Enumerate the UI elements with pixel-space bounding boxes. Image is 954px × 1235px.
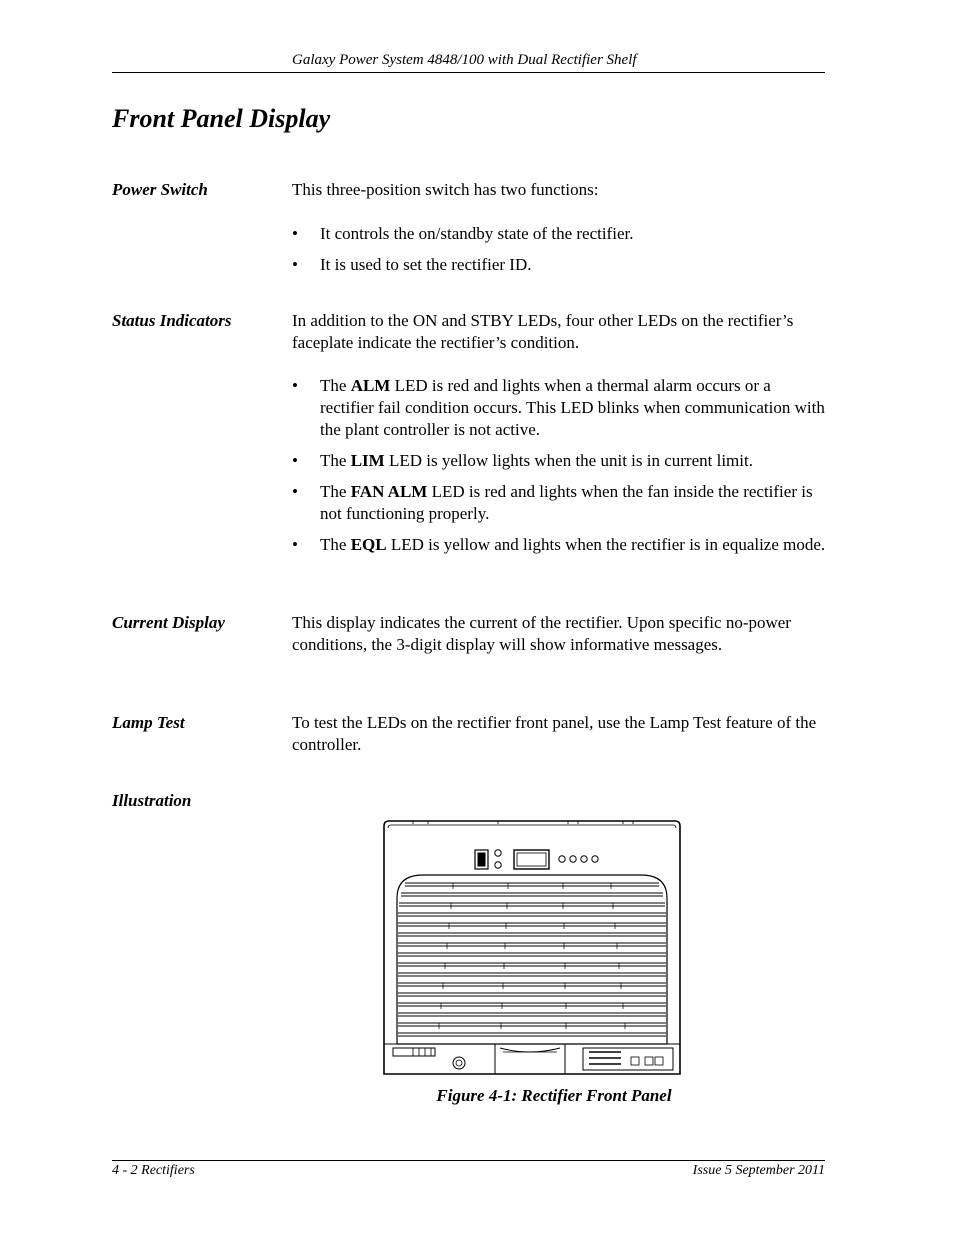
bullet-icon: • bbox=[292, 224, 298, 243]
bullet-text: The FAN ALM LED is red and lights when the fan inside the rectifier is not functioning properly. bbox=[320, 482, 813, 523]
illustration-heading: Illustration bbox=[112, 791, 192, 810]
led-name: LIM bbox=[350, 451, 385, 470]
list-item bbox=[292, 223, 827, 245]
bullet-text: It is used to set the rectifier ID. bbox=[320, 255, 532, 274]
list-item bbox=[292, 481, 827, 525]
list-item bbox=[292, 254, 827, 276]
rectifier-front-panel-figure bbox=[383, 820, 681, 1076]
lamp-test-text: To test the LEDs on the rectifier front panel, use the Lamp Test feature of the controller. bbox=[292, 713, 817, 754]
power-switch-intro: This three-position switch has two functions: bbox=[292, 180, 599, 199]
current-display-heading: Current Display bbox=[112, 613, 225, 632]
figure-caption: Figure 4-1: Rectifier Front Panel bbox=[436, 1086, 672, 1105]
status-indicators-heading: Status Indicators bbox=[112, 311, 232, 330]
page-title: Front Panel Display bbox=[112, 104, 331, 133]
bullet-text: It controls the on/standby state of the rectifier. bbox=[320, 224, 634, 243]
header-rule bbox=[112, 72, 825, 73]
bullet-text: The EQL LED is yellow and lights when the rectifier is in equalize mode. bbox=[320, 535, 826, 554]
led-name: EQL bbox=[350, 535, 387, 554]
bullet-text: The LIM LED is yellow lights when the unit is in current limit. bbox=[320, 451, 753, 470]
bullet-icon: • bbox=[292, 482, 298, 501]
footer-issue-date: Issue 5 September 2011 bbox=[692, 1163, 825, 1178]
led-name: FAN ALM bbox=[350, 482, 428, 501]
bullet-icon: • bbox=[292, 535, 298, 554]
bullet-icon: • bbox=[292, 376, 298, 395]
list-item bbox=[292, 375, 827, 441]
list-item bbox=[292, 450, 827, 472]
bullet-text: The ALM LED is red and lights when a thermal alarm occurs or a rectifier fail condition occurs. This LED blinks when communication with the plant controller is not active. bbox=[320, 376, 825, 439]
list-item bbox=[292, 534, 827, 556]
power-switch-heading: Power Switch bbox=[112, 180, 208, 199]
bullet-icon: • bbox=[292, 255, 298, 274]
footer-page-number: 4 - 2 Rectifiers bbox=[112, 1163, 195, 1178]
led-name: ALM bbox=[350, 376, 391, 395]
running-header: Galaxy Power System 4848/100 with Dual Rectifier Shelf bbox=[292, 52, 637, 68]
bullet-icon: • bbox=[292, 451, 298, 470]
current-display-text: This display indicates the current of the rectifier. Upon specific no-power conditions, the 3-digit display will show informative messages. bbox=[292, 613, 791, 654]
lamp-test-heading: Lamp Test bbox=[112, 713, 185, 732]
footer-rule bbox=[112, 1160, 825, 1161]
status-indicators-intro: In addition to the ON and STBY LEDs, four other LEDs on the rectifier’s faceplate indicate the rectifier’s condition. bbox=[292, 311, 794, 352]
